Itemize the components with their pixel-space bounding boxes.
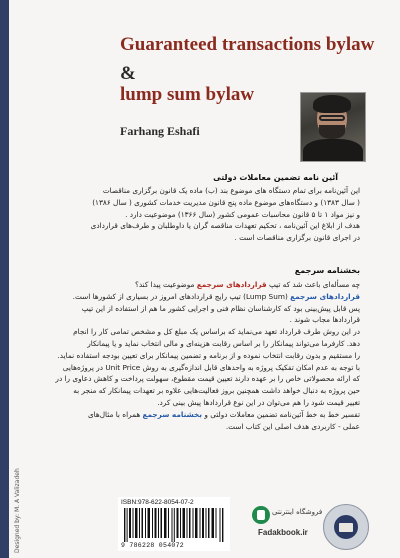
designer-credit: Designed by: M. A Valizadeh xyxy=(14,468,21,553)
section1-line: در اجرای قانون برگزاری مناقصات است . xyxy=(234,233,360,243)
section2-line-2 xyxy=(36,291,360,303)
section2-line: پس قابل پیش‌بینی بود که کارشناسان نظام فنی و اجرایی کشور ما هم از استفاده از این تیپ xyxy=(81,303,360,313)
section1-line: ( سال ۱۳۸۳) و دستگاه‌های موضوع ماده پنج قانون مدیریت خدمات کشوری ( سال ۱۳۸۶) xyxy=(92,197,360,207)
store-logo-icon xyxy=(252,506,270,524)
section2-line: دهد. کارفرما می‌تواند پیمانکار را بر اساس رقابت هزینه‌ای و مالی انتخاب نماید و یا پیمانکار xyxy=(87,338,360,348)
text-run: تفسیر خط به خط آئین‌نامه تضمین معاملات دولتی و xyxy=(202,409,360,419)
section1-paragraph xyxy=(44,185,360,244)
closing-line-2: عملی - کاربردی هدف اصلی این کتاب است. xyxy=(225,421,360,431)
section2-line-1 xyxy=(36,279,360,291)
section2-line: که ارائه محصولاتی خاص را بر عهده دارند تعیین قیمت مقطوع، سهولت پرداخت و کاهش دعاوی را در xyxy=(55,374,360,384)
section2-paragraph xyxy=(36,279,360,432)
text-run: (Lump Sum) تیپ رایج قراردادهای امروز در بسیاری از کشورها است. xyxy=(72,291,291,301)
highlight-bylaw: بخشنامه سرجمع xyxy=(142,409,203,419)
store-name-fa: فروشگاه اینترنتی xyxy=(272,508,323,516)
text-run: همراه با مثال‌های xyxy=(87,409,143,419)
section1-heading: آئین نامه تضمین معاملات دولتی xyxy=(213,173,338,182)
text-run: چه مسأله‌ای باعث شد که تیپ xyxy=(266,280,360,289)
section2-heading: بخشنامه سرجمع xyxy=(294,266,360,275)
section2-line: با توجه به عدم امکان تفکیک پروژه به واحدهای قابل اندازه‌گیری به روش Unit Price در پروژه‌هایی xyxy=(62,362,360,372)
section2-line: را مستقیم و بدون رقابت انتخاب نموده و از برنامه و تضمین پیمانکار برای تعیین بودجه استفاده نماید. xyxy=(57,350,360,360)
section2-line: قراردادها مجاب شوند . xyxy=(289,315,360,325)
store-name-en: Fadakbook.ir xyxy=(258,528,308,537)
section2-line: تغییر قیمت شود را هم می‌توان در این نوع قراردادها پیش بینی کرد. xyxy=(157,397,360,407)
spine-strip xyxy=(0,0,9,558)
author-photo xyxy=(300,92,366,162)
barcode-number: 9 786228 054072 xyxy=(121,542,185,549)
section1-line: و نیز مواد ۱ تا ۵ قانون محاسبات عمومی کشور (سال ۱۳۶۶) موضوعیت دارد . xyxy=(125,209,360,219)
publisher-emblem-icon xyxy=(323,504,369,550)
highlight-lump-sum-contracts: قراردادهای سرجمع xyxy=(290,291,360,301)
closing-line-1 xyxy=(36,409,360,421)
barcode-graphic xyxy=(124,508,224,542)
section2-line: در این روش طرف قرارداد تعهد می‌نماید که براساس یک مبلغ کل و مشخص تمامی کار را انجام xyxy=(73,327,360,337)
fadakbook-logo xyxy=(250,506,323,546)
english-title-line-2: lump sum bylaw xyxy=(120,84,255,105)
section1-line: هدف از ابلاغ این آئین‌نامه ، تحکیم تعهدات مناقصه گران یا داوطلبان و طرف‌های قراردادی xyxy=(90,221,360,231)
section1-line: این آئین‌نامه برای تمام دستگاه های موضوع بند (ب) ماده یک قانون برگزاری مناقصات xyxy=(102,186,360,195)
highlight-lump-sum: قراردادهای سرجمع xyxy=(196,280,267,289)
title-ampersand: & xyxy=(120,63,136,84)
text-run: موضوعیت پیدا کند؟ xyxy=(134,280,197,289)
english-title-line-1: Guaranteed transactions bylaw xyxy=(120,34,375,55)
isbn-text: ISBN:978-622-8054-07-2 xyxy=(121,499,194,506)
section2-line: حین پروژه به دنبال خواهد داشت همچنین بروز فعالیت‌هایی علاوه بر تعهدات پیمانکار که منجر به xyxy=(73,386,360,396)
author-name: Farhang Eshafi xyxy=(120,124,200,138)
